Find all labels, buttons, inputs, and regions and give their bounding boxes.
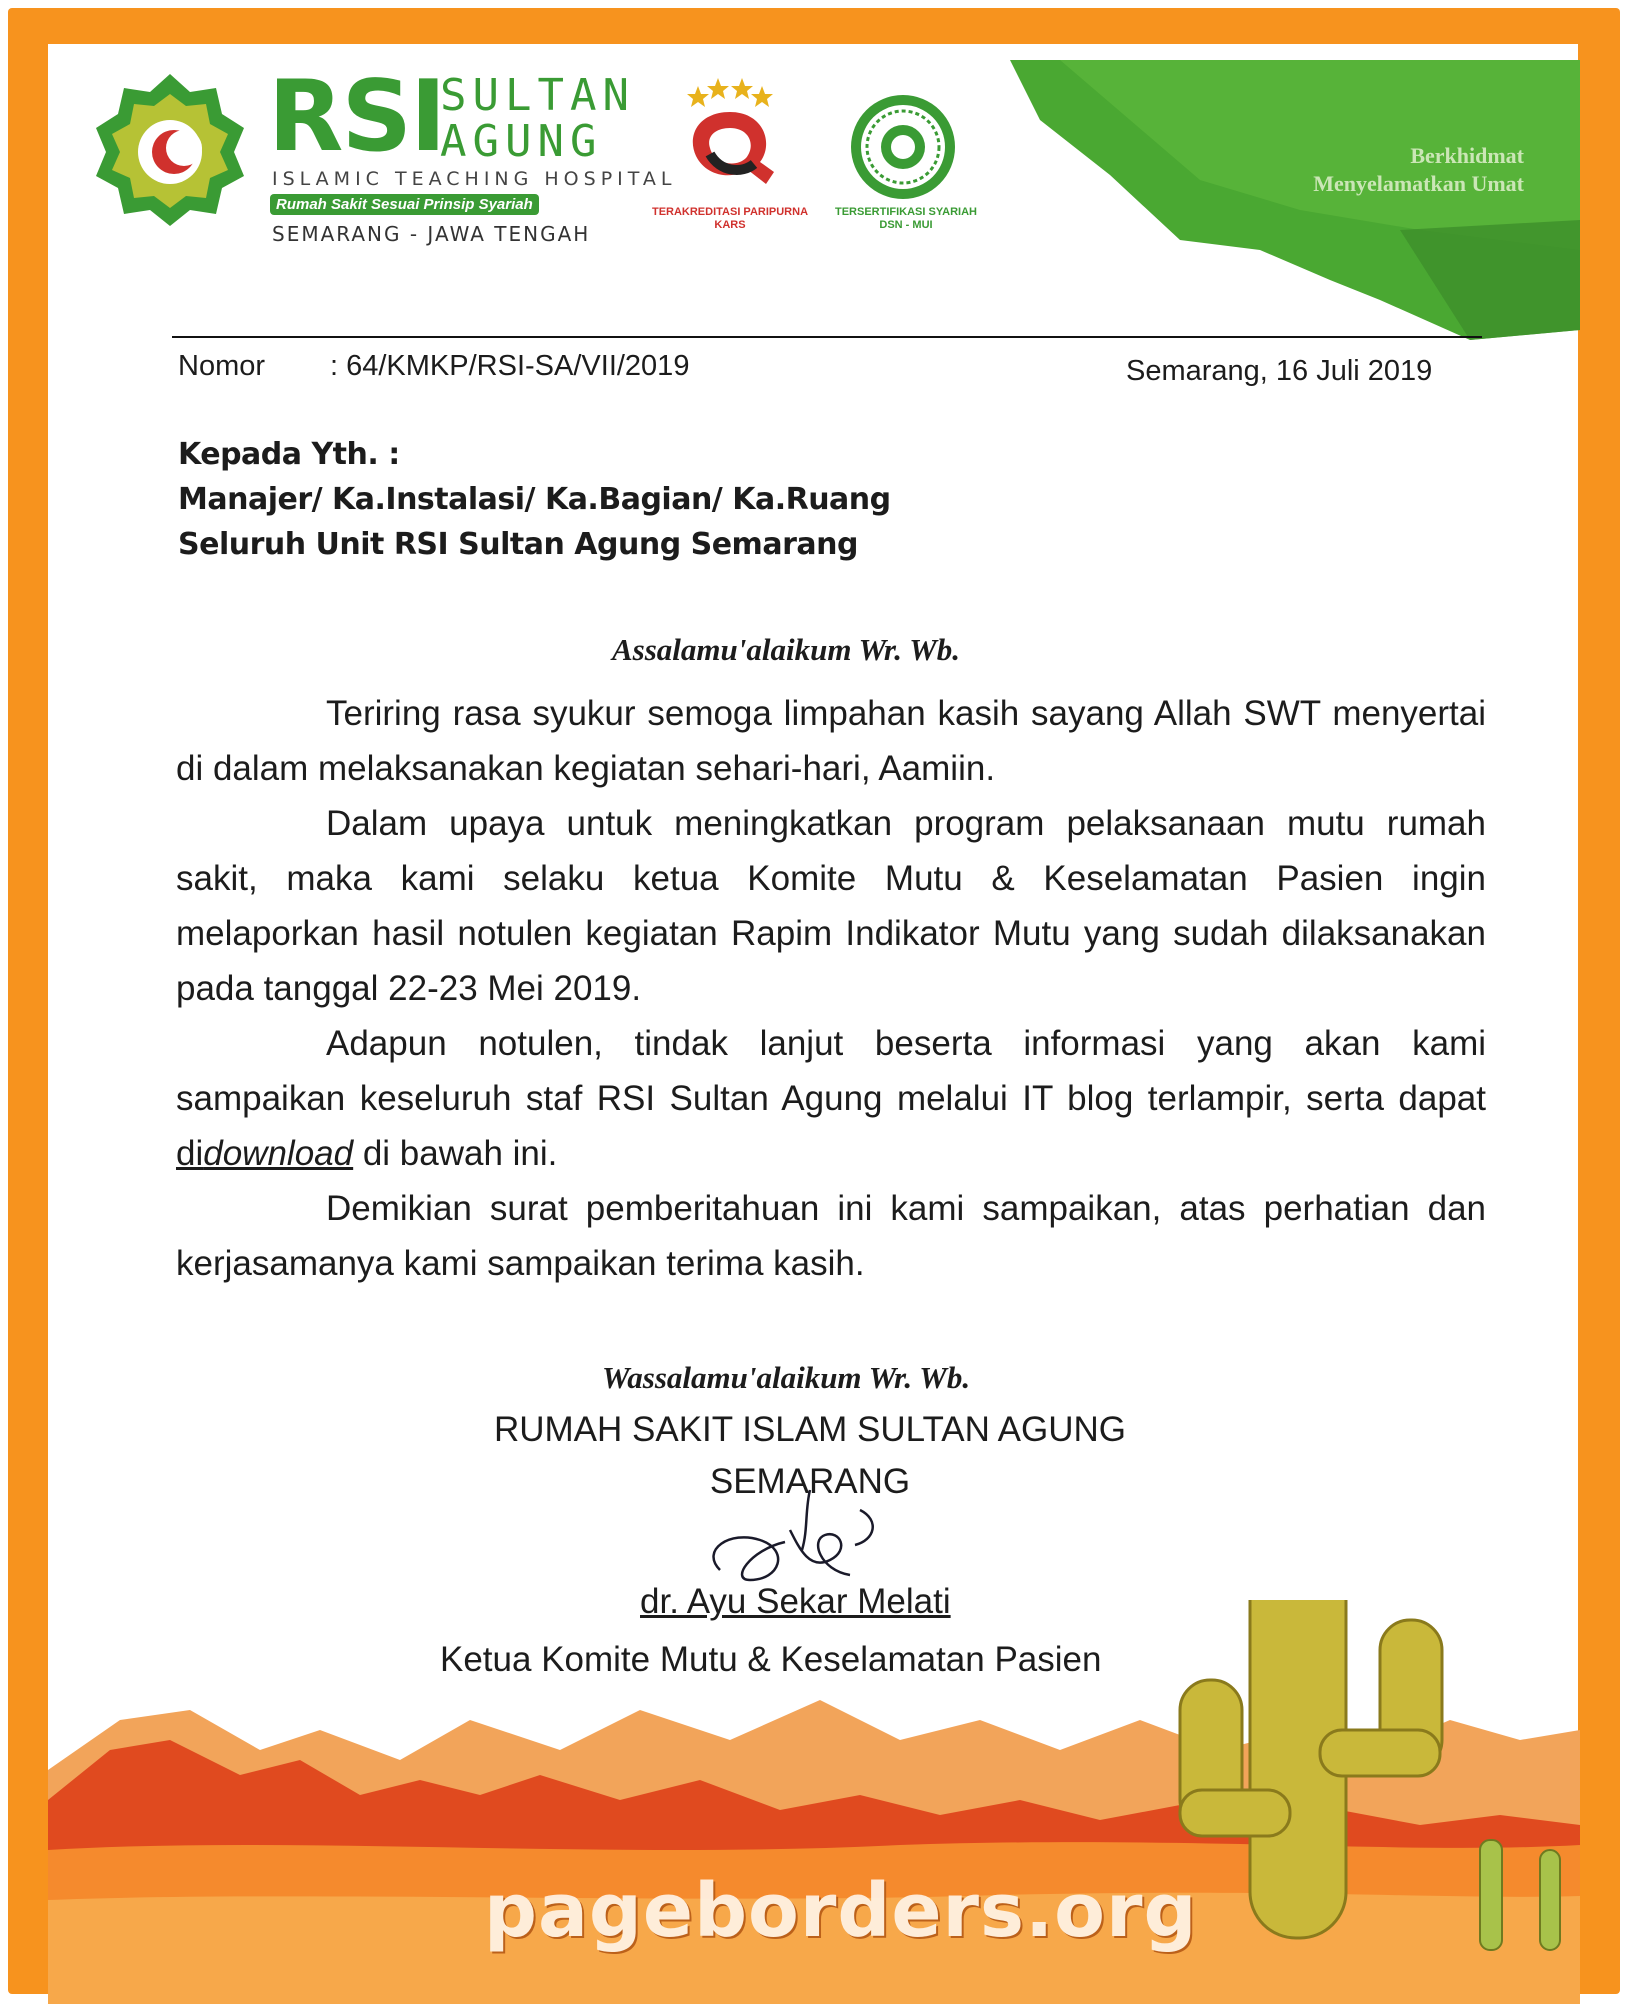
kars-caption	[640, 206, 820, 231]
kars-logo-icon	[670, 76, 790, 196]
body-paragraph-3-tail: di bawah ini.	[353, 1134, 558, 1173]
download-link[interactable]	[176, 1134, 353, 1173]
header-rule	[172, 336, 1482, 338]
dsn-caption-line2: DSN - MUI	[879, 218, 933, 231]
body-paragraph-4	[176, 1181, 1486, 1291]
letter-body	[176, 686, 1486, 1291]
dsn-caption-line1: TERSERTIFIKASI SYARIAH	[834, 206, 977, 218]
addressee-line3: Seluruh Unit RSI Sultan Agung Semarang	[178, 527, 858, 562]
dsn-mui-seal-icon	[848, 92, 958, 202]
addressee-line2: Manajer/ Ka.Instalasi/ Ka.Bagian/ Ka.Ruang	[178, 482, 891, 517]
number-label: Nomor	[178, 350, 266, 382]
body-paragraph-4-text: Demikian surat pemberitahuan ini kami sampaikan, atas perhatian dan kerjasamanya kami sampaikan terima kasih.	[176, 1189, 1486, 1283]
logo-rsi-text: RSI	[268, 60, 445, 174]
rsi-star-logo-icon	[90, 70, 250, 230]
closing-greeting: Wassalamu'alaikum Wr. Wb.	[602, 1360, 971, 1395]
opening-greeting: Assalamu'alaikum Wr. Wb.	[612, 632, 961, 667]
dsn-caption	[826, 206, 986, 231]
logo-strip: Rumah Sakit Sesuai Prinsip Syariah	[270, 194, 539, 215]
logo-city: SEMARANG - JAWA TENGAH	[272, 222, 591, 246]
body-paragraph-3-text: Adapun notulen, tindak lanjut beserta informasi yang akan kami sampaikan keseluruh staf RSI Sultan Agung melalui IT blog terlampir, serta dapat	[176, 1024, 1486, 1118]
org-line2: SEMARANG	[709, 1462, 911, 1501]
kars-caption-line1: TERAKREDITASI PARIPURNA	[651, 206, 809, 218]
body-paragraph-2-text: Dalam upaya untuk meningkatkan program pelaksanaan mutu rumah sakit, maka kami selaku ketua Komite Mutu & Keselamatan Pasien ingin melaporkan hasil notulen kegiatan Rapim Indikator Mutu yang sudah dilaksanakan pada tanggal 22-23 Mei 2019.	[176, 804, 1486, 1008]
signer-name: dr. Ayu Sekar Melati	[640, 1582, 951, 1621]
watermark-text: pageborders.org	[484, 1868, 1198, 1954]
org-line1: RUMAH SAKIT ISLAM SULTAN AGUNG	[493, 1410, 1127, 1449]
letter-date: Semarang, 16 Juli 2019	[1126, 355, 1433, 387]
body-paragraph-2	[176, 796, 1486, 1016]
download-link-italic: download	[203, 1134, 354, 1173]
banner-tagline	[1220, 142, 1524, 197]
download-link-prefix: di	[176, 1134, 204, 1173]
number-value: : 64/KMKP/RSI-SA/VII/2019	[330, 350, 690, 382]
body-paragraph-3	[176, 1016, 1486, 1181]
body-paragraph-1	[176, 686, 1486, 796]
logo-agung-text: AGUNG	[440, 116, 603, 167]
logo-subtitle: ISLAMIC TEACHING HOSPITAL	[272, 168, 677, 190]
logo-sultan-text: SULTAN	[440, 70, 635, 121]
kars-caption-line2: KARS	[714, 218, 746, 231]
addressee-block	[178, 432, 891, 567]
tagline-line1: Berkhidmat	[1410, 143, 1524, 168]
body-paragraph-1-text: Teriring rasa syukur semoga limpahan kasih sayang Allah SWT menyertai di dalam melaksanakan kegiatan sehari-hari, Aamiin.	[176, 694, 1486, 788]
tagline-line2: Menyelamatkan Umat	[1313, 170, 1524, 196]
signer-title: Ketua Komite Mutu & Keselamatan Pasien	[440, 1640, 1102, 1679]
addressee-line1: Kepada Yth. :	[178, 437, 400, 472]
